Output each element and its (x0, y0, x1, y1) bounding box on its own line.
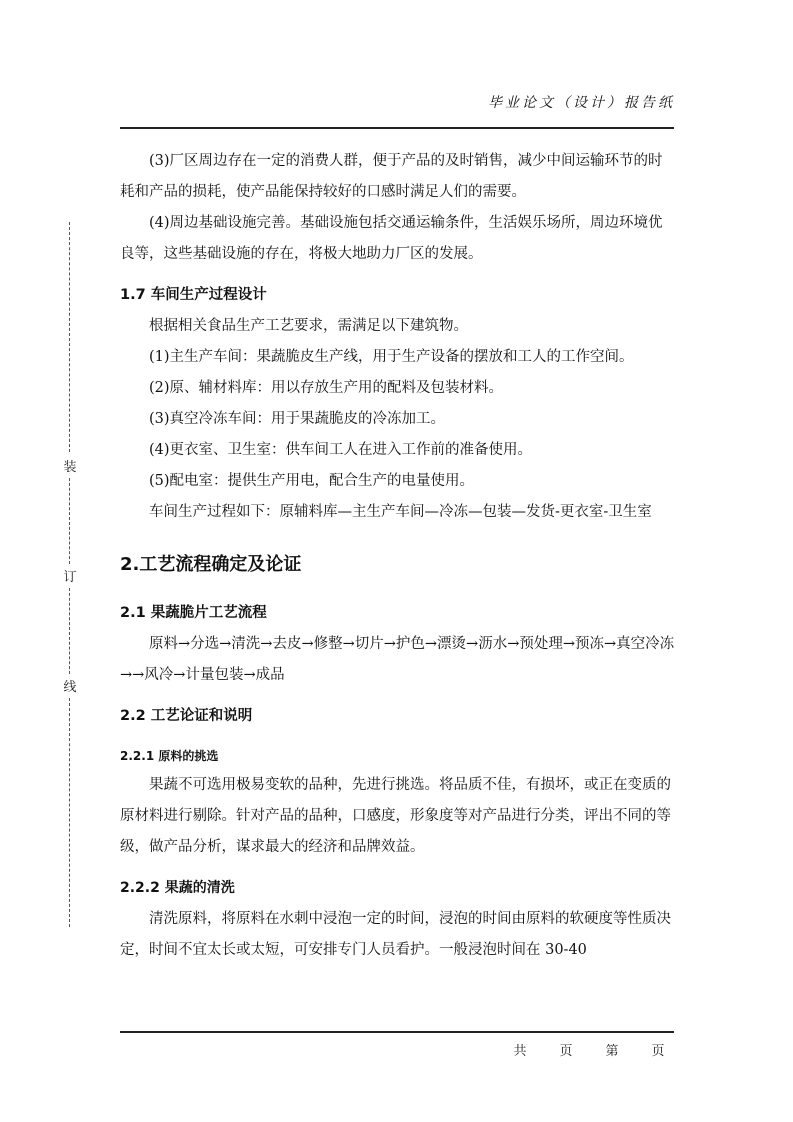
paragraph: 原料→分选→清洗→去皮→修整→切片→护色→漂烫→沥水→预处理→预冻→真空冷冻→→风冷→计量包装→成品 (120, 636, 675, 683)
paragraph: (4)周边基础设施完善。基础设施包括交通运输条件，生活娱乐场所，周边环境优良等，这些基础设施的存在，将极大地助力厂区的发展。 (120, 215, 663, 262)
list-item: (3)真空冷冻车间：用于果蔬脆皮的冷冻加工。 (149, 411, 446, 427)
binding-char-ding: 订 (63, 570, 77, 585)
section-heading: 1.7 车间生产过程设计 (120, 287, 267, 303)
header-title: 毕业论文（设计）报告纸 (488, 95, 675, 111)
paragraph: 车间生产过程如下：原辅料库—主生产车间—冷冻—包装—发货-更衣室-卫生室 (149, 504, 652, 520)
chapter-heading: 2.工艺流程确定及论证 (120, 554, 302, 575)
binding-char-xian: 线 (63, 680, 77, 695)
footer-total: 共 (513, 1044, 527, 1059)
subsection-heading: 2.2.1 原料的挑选 (120, 749, 219, 763)
binding-char-zhuang: 装 (63, 460, 77, 475)
page-footer (120, 1040, 674, 1059)
section-heading: 2.1 果蔬脆片工艺流程 (120, 605, 267, 621)
paragraph: 果蔬不可选用极易变软的品种，先进行挑选。将品质不佳，有损坏，或正在变质的原材料进行剔除。针对产品的品种，口感度，形象度等对产品进行分类，评出不同的等级，做产品分析，谋求最大的经济和品牌效益。 (120, 777, 671, 855)
list-item: (4)更衣室、卫生室：供车间工人在进入工作前的准备使用。 (149, 442, 533, 458)
binding-dash (69, 698, 70, 927)
paragraph: (3)厂区周边存在一定的消费人群，便于产品的及时销售，减少中间运输环节的时耗和产品的损耗，使产品能保持较好的口感时满足人们的需要。 (120, 153, 663, 200)
subsection-heading: 2.2.2 果蔬的清洗 (120, 880, 235, 896)
footer-nth: 第 (605, 1044, 619, 1059)
page-content (120, 146, 676, 966)
footer-page-label-2: 页 (651, 1044, 665, 1059)
header-rule (120, 127, 674, 129)
binding-line (60, 222, 80, 927)
footer-page-label: 页 (559, 1044, 573, 1059)
paragraph: 根据相关食品生产工艺要求，需满足以下建筑物。 (149, 318, 468, 334)
binding-dash (69, 222, 70, 452)
binding-dash (69, 588, 70, 674)
list-item: (1)主生产车间：果蔬脆皮生产线，用于生产设备的摆放和工人的工作空间。 (149, 349, 634, 365)
list-item: (5)配电室：提供生产用电，配合生产的电量使用。 (149, 473, 475, 489)
list-item: (2)原、辅材料库：用以存放生产用的配料及包装材料。 (149, 380, 504, 396)
binding-dash (69, 478, 70, 564)
footer-rule (120, 1031, 674, 1033)
paragraph: 清洗原料，将原料在水刺中浸泡一定的时间，浸泡的时间由原料的软硬度等性质决定，时间不宜太长或太短，可安排专门人员看护。一般浸泡时间在 30-40 (120, 911, 671, 958)
section-heading: 2.2 工艺论证和说明 (120, 708, 253, 724)
